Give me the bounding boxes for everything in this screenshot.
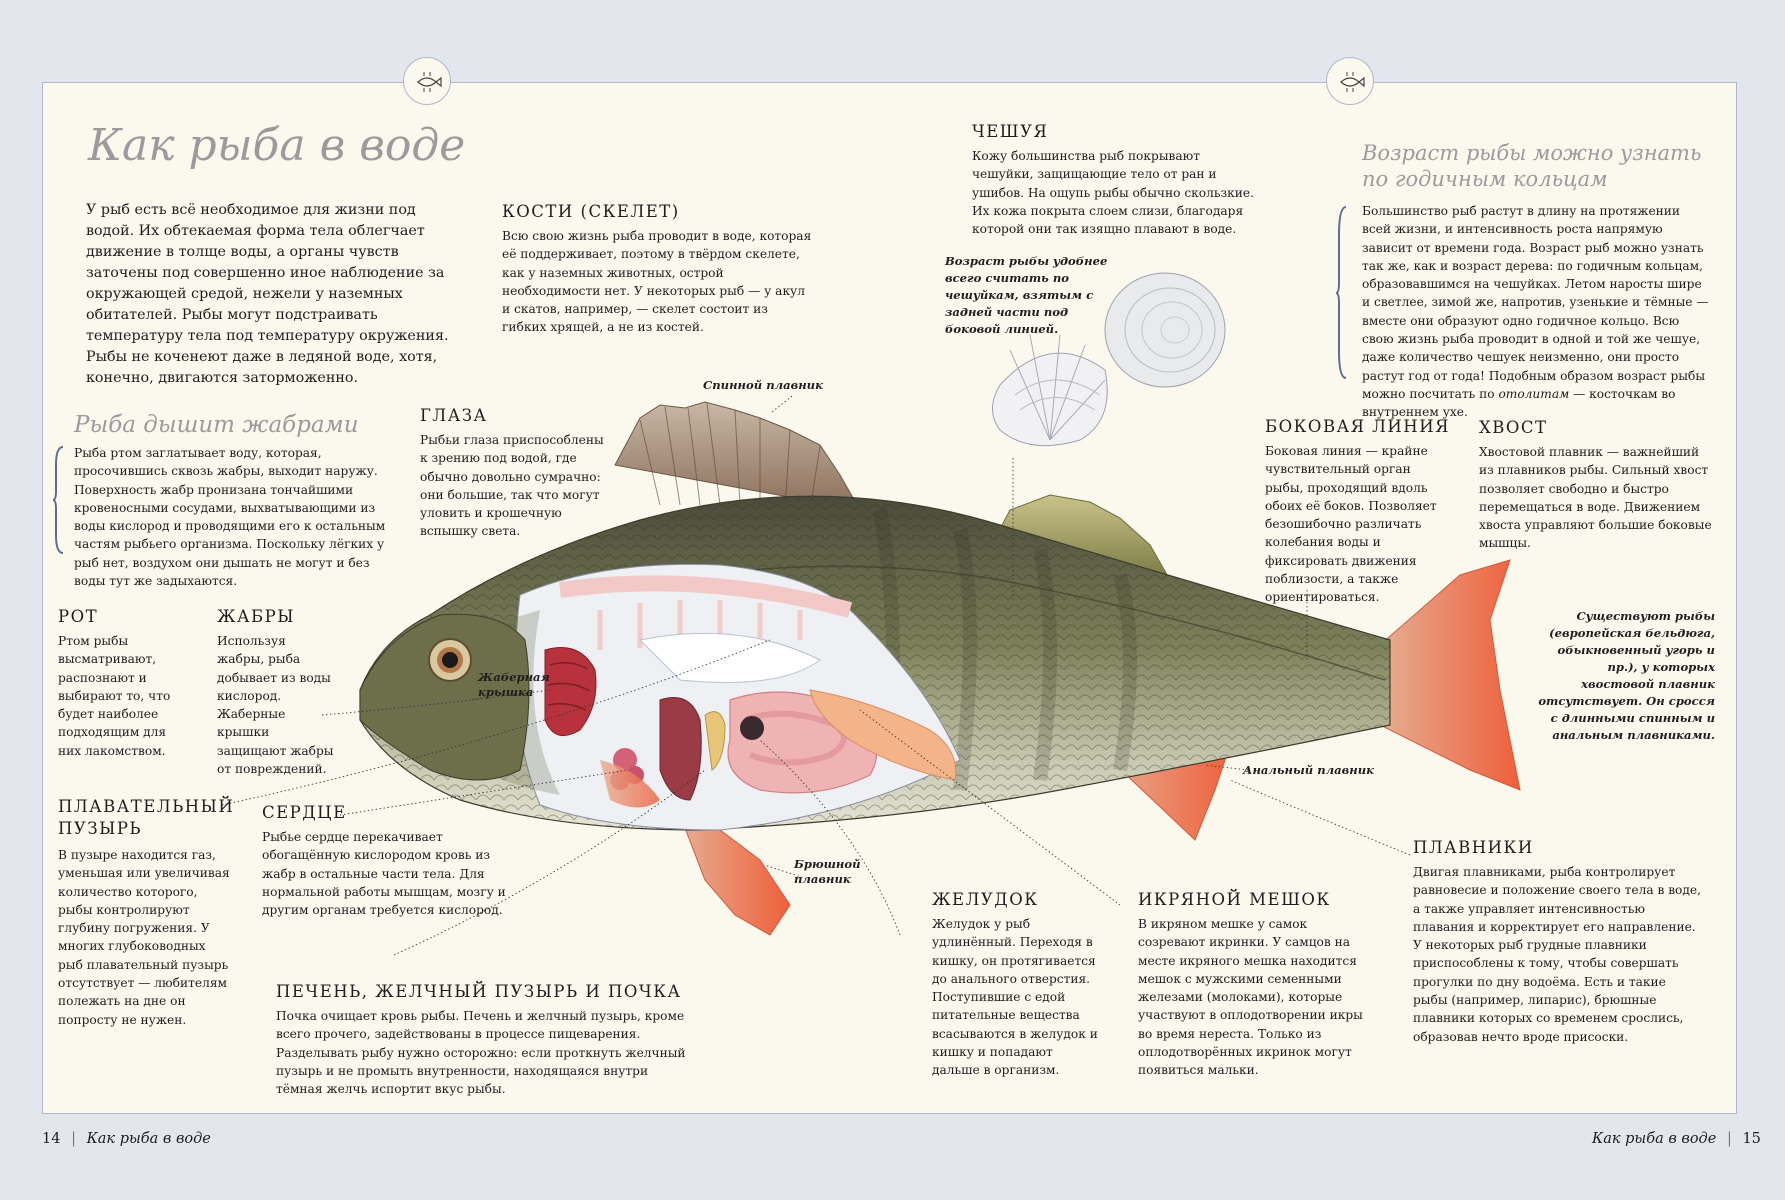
heart-section <box>262 803 517 919</box>
fins-heading: ПЛАВНИКИ <box>1413 838 1534 857</box>
gills-breathing-text: Рыба ртом заглатывает воду, которая, просочившись сквозь жабры, выходит наружу. Поверхность жабр пронизана тончайшими кровеносными сосудами, выхватывающими из воды кислород и проводящими его к остальным частям рыбьего организма. Поскольку лёгких у рыб нет, воздухом они дышать не могут и без воды тут же задыхаются. <box>74 446 386 589</box>
gill-cover-label: Жаберная крышка <box>478 670 550 699</box>
footer-left: 14 | Как рыба в воде <box>42 1131 211 1147</box>
page-title: Как рыба в воде <box>88 120 466 171</box>
heart-text: Рыбье сердце перекачивает обогащённую кислородом кровь из жабр в остальные части тела. Для нормальной работы мышцам, мозгу и другим органам требуется кислород. <box>262 830 506 918</box>
anal-fin-label: Анальный плавник <box>1243 763 1375 777</box>
tail-heading: ХВОСТ <box>1479 418 1548 437</box>
fins-section <box>1413 838 1703 1046</box>
eyes-heading: ГЛАЗА <box>420 406 488 425</box>
roe-heading: ИКРЯНОЙ МЕШОК <box>1138 890 1331 909</box>
heart-heading: СЕРДЦЕ <box>262 803 347 822</box>
dorsal-fin-label: Спинной плавник <box>703 378 823 392</box>
lateral-line-section <box>1265 417 1450 607</box>
lateral-line-heading: БОКОВАЯ ЛИНИЯ <box>1265 417 1450 436</box>
tail-caption: Существуют рыбы (европейская бельдюга, обыкновенный угорь и пр.), у которых хвостовой плавник отсутствует. Он сросся с длинными спинным и анальным плавниками. <box>1538 609 1715 742</box>
gills-section <box>217 607 335 778</box>
pelvic-fin-label: Брюшной плавник <box>794 857 861 886</box>
gills-heading: ЖАБРЫ <box>217 607 295 626</box>
lateral-line-text: Боковая линия — крайне чувствительный орган рыбы, проходящий вдоль обоих её боков. Позволяет безошибочно различать колебания воды и фиксировать движения поблизости, а также ориентироваться. <box>1265 444 1437 605</box>
swim-bladder-text: В пузыре находится газ, уменьшая или увеличивая количество которого, рыбы контролируют глубину погружения. У многих глубоководных рыб плавательный пузырь отсутствует — любителям полежать на дне он попросту не нужен. <box>58 848 230 1027</box>
page-number-left: 14 <box>42 1131 61 1147</box>
footer-title-right: Как рыба в воде <box>1592 1131 1717 1147</box>
swim-bladder-section <box>58 796 233 1029</box>
stomach-text: Желудок у рыб удлинённый. Переходя в кишку, он протягивается до анального отверстия. Поступившие с едой питательные вещества всасываются в желудок и кишку и попадают дальше в организм. <box>932 917 1098 1078</box>
scale-caption: Возраст рыбы удобнее всего считать по чешуйкам, взятым с задней части под боковой линией. <box>945 254 1108 336</box>
tail-text: Хвостовой плавник — важнейший из плавников рыбы. Сильный хвост позволяет свободно и быстро перемещаться в воде. Движением хвоста управляют большие боковые мышцы. <box>1479 445 1712 551</box>
fins-text: Двигая плавниками, рыба контролирует равновесие и положение своего тела в воде, а также управляет интенсивностью плавания и корректирует его направление. У некоторых рыб грудные плавники приспособлены к тому, чтобы совершать прогулки по дну водоёма. Есть и такие рыбы (например, липарис), брюшные плавники которых со временем срослись, образовав нечто вроде присоски. <box>1413 865 1701 1044</box>
bones-section <box>502 202 812 337</box>
stomach-heading: ЖЕЛУДОК <box>932 890 1039 909</box>
scales-section <box>972 122 1262 238</box>
eyes-text: Рыбьи глаза приспособлены к зрению под водой, где обычно довольно сумрачно: они большие, так что могут уловить и крошечную вспышку света. <box>420 433 604 539</box>
liver-section <box>276 982 696 1098</box>
bones-heading: КОСТИ (СКЕЛЕТ) <box>502 202 680 221</box>
footer-title-left: Как рыба в воде <box>86 1131 211 1147</box>
roe-text: В икряном мешке у самок созревают икринки. У самцов на месте икряного мешка находится мешок с мужскими семенными железами (молоками), которые участвуют в оплодотворении икры во время нереста. Только из оплодотворённых икринок могут появиться мальки. <box>1138 917 1363 1078</box>
swim-bladder-heading: ПЛАВАТЕЛЬНЫЙ ПУЗЫРЬ <box>58 797 235 838</box>
gills-text: Используя жабры, рыба добывает из воды кислород. Жаберные крышки защищают жабры от повреждений. <box>217 634 334 777</box>
footer-right: Как рыба в воде | 15 <box>1592 1131 1761 1147</box>
roe-section <box>1138 890 1363 1080</box>
mouth-section <box>58 607 188 760</box>
age-section <box>1362 140 1712 422</box>
mouth-heading: РОТ <box>58 607 99 626</box>
scales-heading: ЧЕШУЯ <box>972 122 1049 141</box>
gills-breathing-section <box>74 412 394 590</box>
page-number-right: 15 <box>1742 1131 1761 1147</box>
liver-text: Почка очищает кровь рыбы. Печень и желчный пузырь, кроме всего прочего, задействованы в процессе пищеварения. Разделывать рыбу нужно осторожно: если проткнуть желчный пузырь и не промыть внутренности, находящаяся внутри тёмная желчь испортит вкус рыбы. <box>276 1009 686 1097</box>
gills-breathing-title: Рыба дышит жабрами <box>74 412 359 438</box>
mouth-text: Ртом рыбы высматривают, распознают и выбирают то, что будет наиболее подходящим для них лакомством. <box>58 634 171 758</box>
age-text: Большинство рыб растут в длину на протяжении всей жизни, и интенсивность роста напрямую зависит от времени года. Возраст рыб можно узнать так же, как и возраст дерева: по годичным кольцам, образовавшимся на чешуйках. Летом наросты шире и светлее, зимой же, напротив, узенькие и тёмные — вместе они образуют одно годичное кольцо. Всю свою жизнь рыба проводит в одной и той же чешуе, даже количество чешуек неизменно, они просто растут год от года! Подобным образом возраст рыбы можно посчитать по отолитам — косточкам во внутреннем ухе. <box>1362 204 1709 420</box>
stomach-section <box>932 890 1102 1080</box>
scales-text: Кожу большинства рыб покрывают чешуйки, защищающие тело от ран и ушибов. На ощупь рыбы обычно скользкие. Их кожа покрыта слоем слизи, благодаря которой они так изящно плавают в воде. <box>972 149 1254 237</box>
tail-section <box>1479 418 1714 553</box>
age-title: Возраст рыбы можно узнать по годичным кольцам <box>1362 141 1702 191</box>
intro-paragraph: У рыб есть всё необходимое для жизни под водой. Их обтекаемая форма тела облегчает движение в толще воды, а органы чувств заточены под совершенно иное наблюдение за окружающей средой, нежели у наземных обитателей. Рыбы могут подстраивать температуру тела под температуру окружения. Рыбы не коченеют даже в ледяной воде, хотя, конечно, двигаются заторможенно. <box>86 202 449 386</box>
liver-heading: ПЕЧЕНЬ, ЖЕЛЧНЫЙ ПУЗЫРЬ И ПОЧКА <box>276 982 682 1001</box>
eyes-section <box>420 406 610 541</box>
brace-icon <box>52 445 66 555</box>
bones-text: Всю свою жизнь рыба проводит в воде, которая её поддерживает, поэтому в твёрдом скелете, как у наземных животных, острой необходимости нет. У некоторых рыб — у акул и скатов, например, — скелет состоит из гибких хрящей, а не из костей. <box>502 229 812 335</box>
brace-icon <box>1335 205 1349 380</box>
